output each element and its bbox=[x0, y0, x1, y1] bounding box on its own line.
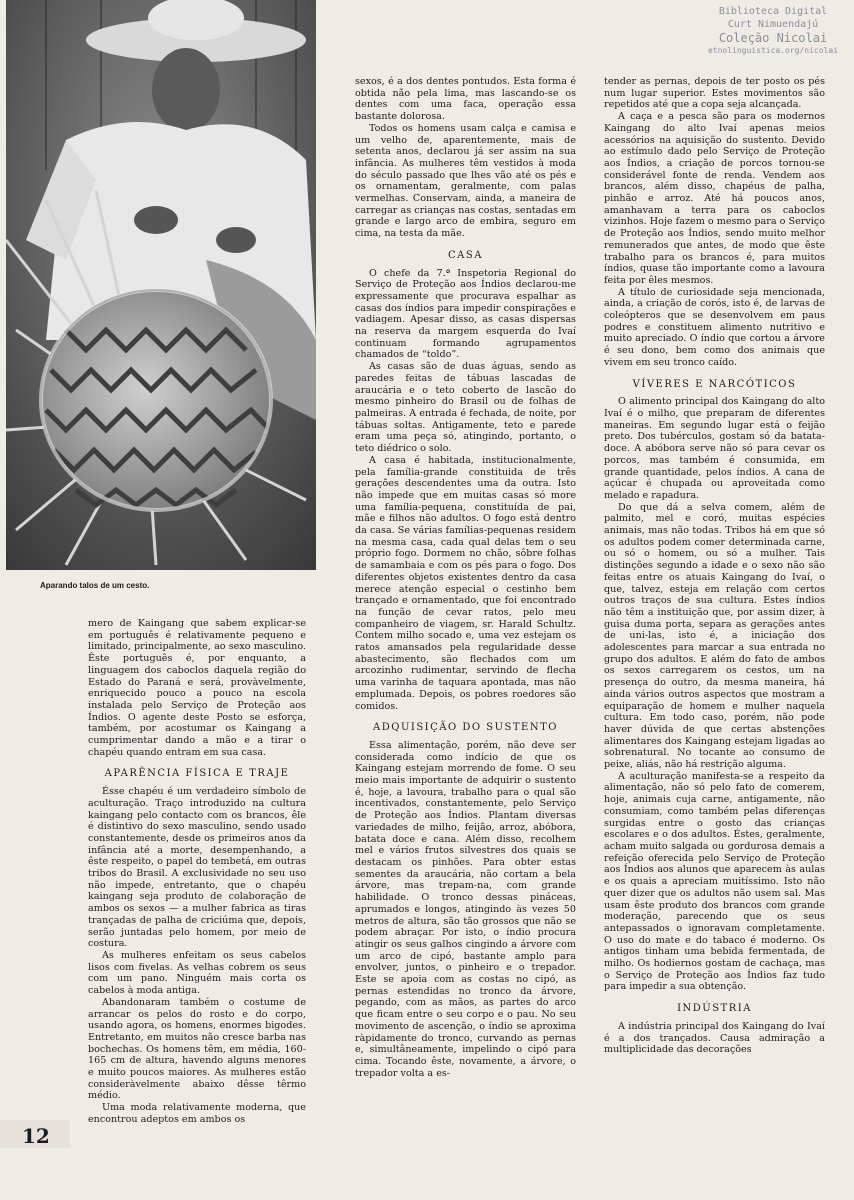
paragraph: tender as pernas, depois de ter posto os pés num lugar superior. Estes movimentos são repetidos até que a copa seja alcançada. bbox=[604, 76, 825, 111]
text-column-right bbox=[604, 76, 825, 1158]
paragraph: As mulheres enfeitam os seus cabelos lisos com fivelas. As velhas cobrem os seus com um pano. Ninguém mais corta os cabelos à moda antiga. bbox=[88, 949, 306, 997]
section-heading: APARÊNCIA FÍSICA E TRAJE bbox=[104, 768, 290, 780]
page-number: 12 bbox=[22, 1124, 50, 1148]
paragraph: mero de Kaingang que sabem explicar-se em português é relativamente pequeno e limitado, principalmente, ao sexo masculino. Êste português é, por enquanto, a linguagem dos caboclos daquela região do Estado do Paraná e será, provàvelmente, enriquecido pouco a pouco na escola instalada pelo Serviço de Proteção aos Índios. O agente deste Posto se esforça, também, por acostumar os Kaingang a cumprimentar dando a mão e a tirar o chapéu quando entram em sua casa. bbox=[88, 618, 306, 758]
paragraph: Do que dá a selva comem, além de palmito, mel e coró, muitas espécies animais, mas não todas. Tribos há em que só os adultos podem comer determinada carne, ou só o homem, ou só a mulher. Tais distinções segundo a idade e o sexo não são feitas entre os atuais Kaingang do Ivaí, o que, talvez, esteja em relação com certos outros traços de sua cultura. Estes índios não têm a instituição que, por assim dizer, à guisa duma porta, separa as gerações antes de uni-las, isto é, a iniciação dos adolescentes para marcar a sua entrada no grupo dos adultos. E além do fato de ambos os sexos carregarem os cestos, um na presença do outro, da mesma maneira, há ainda vários outros aspectos que mostram a equiparação de homem e mulher naquela cultura. Em todo caso, porém, não pode haver dúvida de que certas abstenções alimentares dos Kaingang estejam ligadas ao sobrenatural. No tocante ao consumo de peixe, aliás, não há restrição alguma. bbox=[604, 501, 825, 771]
watermark-line: Curt Nimuendajú bbox=[727, 18, 819, 30]
paragraph: sexos, é a dos dentes pontudos. Esta forma é obtida não pela lima, mas lascando-se os dentes com uma faca, operação essa bastante dolorosa. bbox=[355, 76, 576, 123]
section-heading: INDÚSTRIA bbox=[677, 1003, 752, 1015]
watermark-line: Biblioteca Digital bbox=[718, 6, 828, 17]
section-heading: CASA bbox=[448, 249, 483, 261]
figure-caption: Aparando talos de um cesto. bbox=[40, 581, 150, 590]
library-watermark bbox=[698, 6, 848, 56]
paragraph: Ésse chapéu é um verdadeiro símbolo de aculturação. Traço introduzido na cultura kaingang pelo contacto com os brancos, êle é distintivo do sexo masculino, sendo usado constantemente, desde os primeiros anos da infância até a morte, desempenhando, a êste respeito, o papel do tembetá, em outras tribos do Brasil. A exclusividade no seu uso não impede, entretanto, que o chapéu kaingang seja produto de colaboração de ambos os sexos — a mulher fabrica as tiras trançadas de palha de criciúma que, depois, serão juntadas pelo homem, por meio de costura. bbox=[88, 786, 306, 950]
text-column-middle bbox=[355, 76, 576, 1158]
paragraph: A aculturação manifesta-se a respeito da alimentação, não só pelo fato de comerem, hoje, animais cuja carne, antigamente, não consumiam, como também pelas diferenças surgidas entre o gosto das crianças escolares e o dos adultos. Éstes, geralmente, acham muito salgada ou gordurosa demais a refeição oferecida pelo Serviço de Proteção aos Índios aos alunos que aparecem às aulas e os quais a apreciam muitíssimo. Isto não quer dizer que os adultos não usem sal. Mas usam êste produto dos brancos com grande moderação, parecendo que os seus antepassados o ignoravam completamente. O uso do mate e do tabaco é moderno. Os antigos tinham uma bebida fermentada, de milho. Os hodiernos gostam de cachaça, mas o Serviço de Proteção aos Índios faz tudo para impedir a sua obtenção. bbox=[604, 770, 825, 993]
photo-man-weaving-basket bbox=[6, 0, 316, 570]
paragraph: O alimento principal dos Kaingang do alto Ivaí é o milho, que preparam de diferentes maneiras. Em segundo lugar está o feijão preto. Dos tubérculos, gostam só da batata-doce. A abóbora serve não só para cevar os porcos, mas também é consumida, em grande quantidade, pelos índios. A cana de açúcar é chupada ou aproveitada como melado e rapadura. bbox=[604, 396, 825, 501]
paragraph: Essa alimentação, porém, não deve ser considerada como indício de que os Kaingang estejam morrendo de fome. O seu meio mais importante de adquirir o sustento é, hoje, a lavoura, trabalho para o qual são incentivados, constantemente, pelo Serviço de Proteção aos Índios. Plantam diversas variedades de milho, feijão, arroz, abóbora, batata doce e cana. Além disso, recolhem mel e vários frutos silvestres dos quais se destacam os pinhões. Para obter estas sementes da araucária, não cortam a bela árvore, mas trepam-na, com grande habilidade. O tronco dessas pináceas, aprumados e longos, atingindo às vezes 50 metros de altura, são tão grossos que não se podem abraçar. Por isto, o índio procura atingir os seus galhos cingindo a árvore com um arco de cipó, bastante amplo para envolver, juntos, o pinheiro e o trepador. Este se apoia com as costas no cipó, as pernas estendidas no tronco da árvore, pegando, com as mãos, as partes do arco que ficam entre o seu corpo e o pau. No seu movimento de ascenção, o índio se aproxima ràpidamente do tronco, curvando as pernas e, simultâneamente, impelindo o cipó para cima. Tocando êste, novamente, a árvore, o trepador volta a es- bbox=[355, 739, 576, 1079]
text-column-left bbox=[88, 618, 306, 1156]
watermark-line: Coleção Nicolai bbox=[718, 31, 828, 45]
paragraph: O chefe da 7.ª Inspetoria Regional do Serviço de Proteção aos Índios declarou-me expressamente que procurava espalhar as casas dos índios para impedir conspirações e vadiagem. Apesar disso, as casas dispersas na reserva da margem esquerda do Ivaí continuam formando agrupamentos chamados de “toldo”. bbox=[355, 267, 576, 361]
paragraph: Uma moda relativamente moderna, que encontrou adeptos em ambos os bbox=[88, 1102, 306, 1125]
paragraph: A título de curiosidade seja mencionada, ainda, a criação de corós, isto é, de larvas de coleópteros que se desenvolvem em paus podres e constituem alimento nutritivo e muito apreciado. O índio que cortou a árvore é seu dono, bem como dos animais que vivem em seu tronco caído. bbox=[604, 286, 825, 368]
paragraph: As casas são de duas águas, sendo as paredes feitas de tábuas lascadas de araucária e o teto coberto de lascão do mesmo pinheiro do Brasil ou de folhas de palmeiras. A entrada é fechada, de noite, por tábuas soltas. Antigamente, teto e parede eram uma peça só, atingindo, portanto, o teto diédrico o solo. bbox=[355, 361, 576, 455]
watermark-url: etnolinguistica.org/nicolai bbox=[707, 46, 839, 55]
paragraph: Todos os homens usam calça e camisa e um velho de, aparentemente, mais de setenta anos, declarou já ser assim na sua infância. As mulheres têm vestidos à moda do século passado que lhes vão até os pés e os ornamentam, geralmente, com palas vermelhas. Conservam, ainda, a maneira de carregar as crianças nas costas, sentadas em grande e largo arco de embira, seguro em cima, na testa da mãe. bbox=[355, 122, 576, 240]
section-heading: VÍVERES E NARCÓTICOS bbox=[632, 378, 797, 390]
paragraph: A casa é habitada, institucionalmente, pela família-grande constituida de três gerações descendentes uma da outra. Isto não impede que em muitas casas só more uma família-pequena, constituída de pai, mãe e filhos não adultos. O fogo está dentro da casa. Se várias famílias-pequenas residem na mesma casa, cada qual delas tem o seu próprio fogo. Dormem no chão, sôbre folhas de samambaia e com os pés para o fogo. Dos diferentes objetos existentes dentro da casa merece atenção especial o cestinho bem trançado e ornamentado, que foi encontrado na função de cevar ratos, pelo meu companheiro de viagem, sr. Harald Schultz. Contem milho socado e, uma vez estejam os ratos amansados pela regularidade desse abastecimento, são flechados com um arcozinho rudimentar, servindo de flecha uma varinha de taquara apontada, mas não emplumada. Depois, os pobres roedores são comidos. bbox=[355, 454, 576, 712]
paragraph: A caça e a pesca são para os modernos Kaingang do alto Ivaí apenas meios acessórios na aquisição do sustento. Devido ao estímulo dado pelo Serviço de Proteção aos Índios, a criação de porcos tornou-se considerável fonte de renda. Vendem aos brancos, além disso, chapéus de palha, pinhão e arroz. Até há poucos anos, amanhavam a terra para os caboclos vizinhos. Hoje fazem o mesmo para o Serviço de Proteção aos Índios, sendo muito melhor remunerados que antes, de modo que êste trabalho para os brancos é, para muitos índios, quase tão importante como a lavoura feita por êles mesmos. bbox=[604, 111, 825, 286]
paragraph: A indústria principal dos Kaingang do Ivaí é a dos trançados. Causa admiração a multiplicidade das decorações bbox=[604, 1020, 825, 1056]
section-heading: ADQUISIÇÃO DO SUSTENTO bbox=[373, 722, 558, 734]
paragraph: Abandonaram também o costume de arrancar os pelos do rosto e do corpo, usando agora, os homens, enormes bigodes. Entretanto, em muitos não cresce barba nas bochechas. Os homens têm, em média, 160-165 cm de altura, havendo alguns menores e muito poucos maiores. As mulheres estão consideràvelmente abaixo dêsse têrmo médio. bbox=[88, 996, 306, 1102]
